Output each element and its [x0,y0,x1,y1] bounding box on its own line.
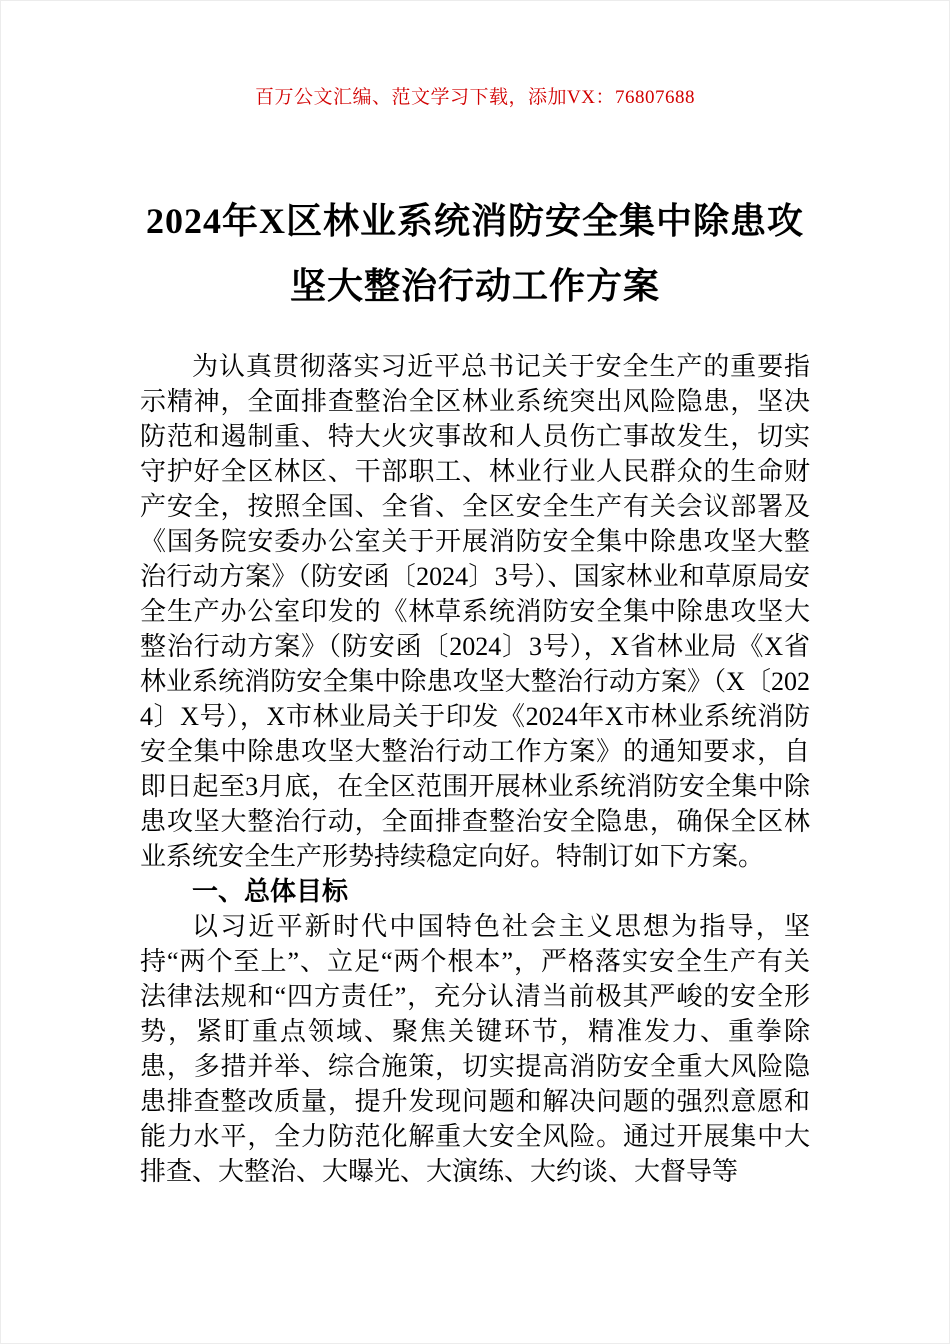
document-title: 2024年X区林业系统消防安全集中除患攻坚大整治行动工作方案 [146,201,804,306]
header-notice: 百万公文汇编、范文学习下载，添加VX：76807688 [255,87,695,108]
section-heading-overall-goal: 一、总体目标 [192,877,349,906]
paragraph-intro: 为认真贯彻落实习近平总书记关于安全生产的重要指示精神，全面排查整治全区林业系统突出风险隐患，坚决防范和遏制重、特大火灾事故和人员伤亡事故发生，切实守护好全区林区、干部职工、林业行业人民群众的生命财产安全，按照全国、全省、全区安全生产有关会议部署及《国务院安委办公室关于开展消防安全集中除患攻坚大整治行动方案》（防安函〔2024〕3号）、国家林业和草原局安全生产办公室印发的《林草系统消防安全集中除患攻坚大整治行动方案》（防安函〔2024〕3号），X省林业局《X省林业系统消防安全集中除患攻坚大整治行动方案》（X〔2024〕X号），X市林业局关于印发《2024年X市林业系统消防安全集中除患攻坚大整治行动工作方案》的通知要求，自即日起至3月底，在全区范围开展林业系统消防安全集中除患攻坚大整治行动，全面排查整治安全隐患，确保全区林业系统安全生产形势持续稳定向好。特制订如下方案。 [140,352,810,871]
document-body [140,349,810,1189]
paragraph-overall-goal: 以习近平新时代中国特色社会主义思想为指导，坚持“两个至上”、立足“两个根本”，严格落实安全生产有关法律法规和“四方责任”，充分认清当前极其严峻的安全形势，紧盯重点领域、聚焦关键环节，精准发力、重拳除患，多措并举、综合施策，切实提高消防安全重大风险隐患排查整改质量，提升发现问题和解决问题的强烈意愿和能力水平，全力防范化解重大安全风险。通过开展集中大排查、大整治、大曝光、大演练、大约谈、大督导等 [140,912,810,1186]
